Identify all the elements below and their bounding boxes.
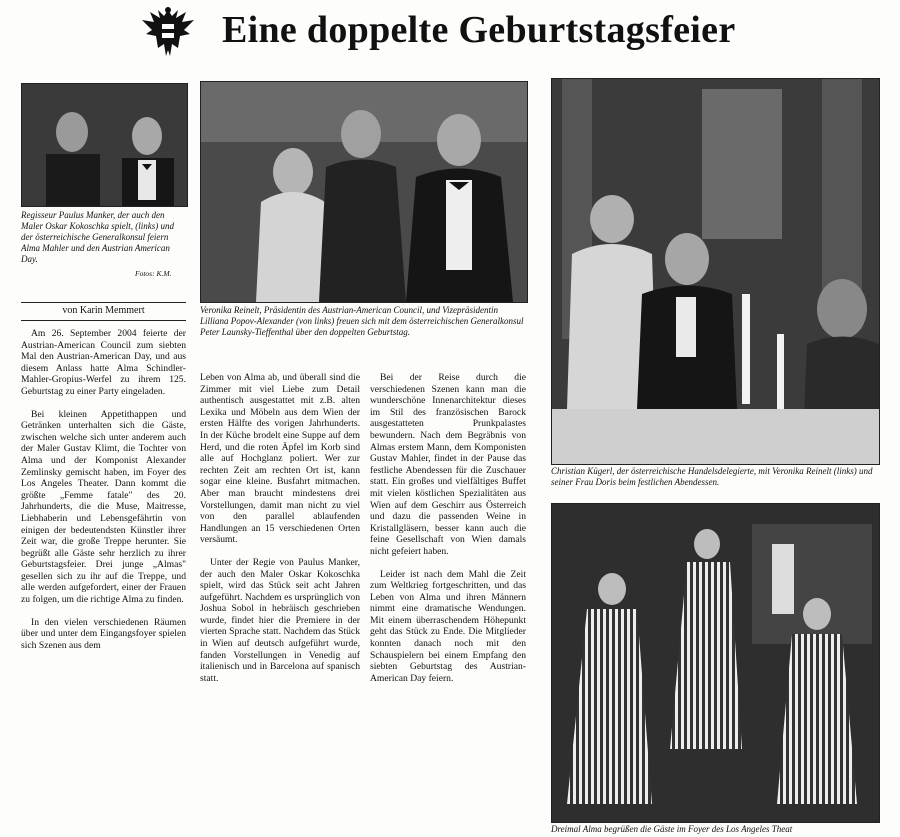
- byline-rule-bottom: [21, 320, 186, 321]
- article-column-3: [370, 372, 526, 695]
- paragraph: Bei kleinen Appetithappen und Getränken unterhalten sich die Gäste, zwischen welche sich unter anderem auch der Maler Gustav Klimt, die Tochter von Alma und der Komponist Alexander Zemlinsky gemischt haben, im Foyer des Los Angeles Theater. Dann kommt die größte „Femme fatale" des 20. Jahrhunderts, die die Muse, Maitresse, Liebhaberin und Lebensgefährtin von einigen der bedeutendsten Künstler ihrer Zeit war, die große Treppe herunter. Sie begrüßt alle Gäste sehr herzlich zu ihrer Geburtstagsfeier. Drei junge „Almas" gesellen sich zu ihr auf die Treppe, und alle werden aufgefordert, einer der Frauen zu folgen, um die richtige Alma zu finden.: [21, 408, 186, 606]
- photo-credit: Fotos: K.M.: [135, 269, 172, 278]
- photo-reinelt-popov-consul: [200, 81, 528, 303]
- photo-3-caption: Christian Kügerl, der österreichische Handelsdelegierte, mit Veronika Reinelt (links) und seiner Frau Doris beim festlichen Abendessen.: [551, 466, 873, 487]
- photo-2-caption: Veronika Reinelt, Präsidentin des Austrian-American Council, und Vizepräsidentin Lilliana Popov-Alexander (von links) freuen sich mit dem österreichischen Generalkonsul Peter Launsky-Tieffenthal über den doppelten Geburtstag.: [200, 305, 524, 337]
- article-column-2: [200, 372, 360, 695]
- photo-manker-consul: [21, 83, 188, 207]
- paragraph: In den vielen verschiedenen Räumen über und unter dem Eingangsfoyer spielen sich Szenen aus dem: [21, 616, 186, 651]
- byline: von Karin Memmert: [62, 305, 145, 316]
- photo-three-almas: [551, 503, 880, 823]
- headline: Eine doppelte Geburtstagsfeier: [222, 9, 736, 51]
- byline-rule-top: [21, 302, 186, 303]
- photo-1-caption: Regisseur Paulus Manker, der auch den Maler Oskar Kokoschka spielt, (links) und der österreichische Generalkonsul feiern Alma Mahler und den Austrian American Day.: [21, 210, 174, 264]
- photo-kuegerl-dinner: [551, 78, 880, 465]
- article-column-1: [21, 328, 186, 662]
- paragraph: Am 26. September 2004 feierte der Austrian-American Council zum siebten Mal den Austrian-American Day, und aus diesem Anlass hatte Alma Schindler-Mahler-Gropius-Werfel zu ihrem 125. Geburtstag zu einer Party eingeladen.: [21, 328, 186, 397]
- paragraph: Leben von Alma ab, und überall sind die Zimmer mit viel Liebe zum Detail authentisch ausgestattet mit z.B. alten Lexika und Möbeln aus dem Wien der ersten Hälfte des vorigen Jahrhunderts. In der Küche brodelt eine Suppe auf dem Herd, und die roten Äpfel im Korb sind alle auf Hochglanz poliert. Wer zur rechten Zeit am rechten Ort ist, kann sogar eine kleine. Busfahrt mitmachen. Aber man braucht mindestens drei Vorstellungen, damit man nicht zu viel von den parallel ablaufenden Handlungen an 15 verschiedenen Orten versäumt.: [200, 372, 360, 546]
- photo-4-caption: Dreimal Alma begrüßen die Gäste im Foyer des Los Angeles Theat: [551, 824, 793, 834]
- austrian-eagle-emblem: [140, 4, 196, 62]
- paragraph: Unter der Regie von Paulus Manker, der auch den Maler Oskar Kokoschka spielt, wird das Stück seit acht Jahren aufgeführt. Nachdem es ursprünglich von Joshua Sobol in hebräisch geschrieben wurde, findet hier die Premiere in der vierten Sprache statt. Nachdem das Stück in Wien auf deutsch aufgeführt wurde, fanden Vorstellungen in Venedig auf italienisch und in Barcelona auf spanisch statt.: [200, 556, 360, 684]
- paragraph: Leider ist nach dem Mahl die Zeit zum Weltkrieg fortgeschritten, und das Leben von Alma und ihren Männern nimmt eine dramatische Wendungen. Mit einem überraschendem Höhepunkt geht das Stück zu Ende. Die Mitglieder konnten danach noch mit den Schauspielern bei einem Empfang den siebten Geburtstag des Austrian-American Day feiern.: [370, 568, 526, 684]
- paragraph: Bei der Reise durch die verschiedenen Szenen kann man die wunderschöne Innenarchitektur dieses im Stil des französischen Barock ausgestatteten Prunkpalastes bewundern. Nach dem Begräbnis von Almas erstem Mann, dem Komponisten Gustav Mahler, findet in der Pause das festliche Abendessen für die Zuschauer statt. Ein großes und vielfältiges Buffet mit vielen köstlichen Spezialitäten aus Wien auf dem Geschirr aus Österreich und dazu die passenden Weine in Kristallgläsern, besser kann auch die feine Gesellschaft von Wien damals nicht gefeiert haben.: [370, 372, 526, 557]
